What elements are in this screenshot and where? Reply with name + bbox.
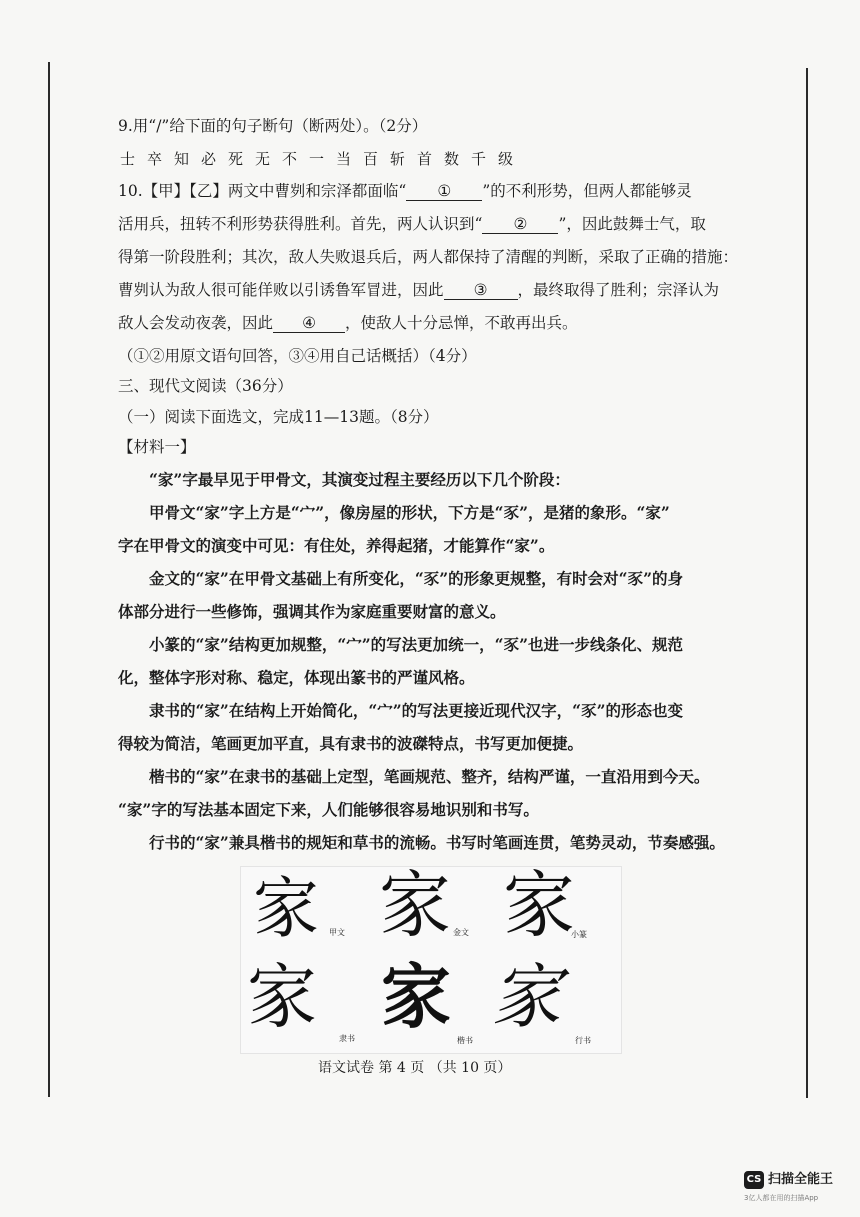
paragraph-7: 行书的“家”兼具楷书的规矩和草书的流畅。书写时笔画连贯，笔势灵动，节奏感强。 (149, 833, 725, 852)
question-10-line-1 (118, 181, 692, 201)
paragraph-6-line-2: “家”字的写法基本固定下来，人们能够很容易地识别和书写。 (118, 800, 539, 819)
label-lishu: 隶书 (339, 1034, 355, 1043)
paragraph-4-line-1: 小篆的“家”结构更加规整，“宀”的写法更加统一，“豕”也进一步线条化、规范 (149, 635, 683, 654)
paragraph-5-line-2: 得较为简洁，笔画更加平直，具有隶书的波磔特点，书写更加便捷。 (118, 734, 584, 753)
glyph-kaishu: 家 (381, 955, 451, 1038)
q10-text: ”，因此鼓舞士气，取 (558, 215, 706, 233)
q10-text: 敌人会发动夜袭，因此 (118, 314, 274, 332)
q10-text: ，使敌人十分忌惮，不敢再出兵。 (345, 314, 578, 332)
section-3-heading: 三、现代文阅读（36分） (118, 377, 293, 395)
question-10-line-5 (118, 313, 578, 333)
question-10-line-2 (118, 214, 706, 234)
camscanner-name: 扫描全能王 (768, 1172, 834, 1187)
glyph-jiaguwen: 家 (253, 870, 319, 947)
blank-1: ① (406, 182, 482, 201)
question-10-line-4 (118, 280, 719, 300)
paragraph-6-line-1: 楷书的“家”在隶书的基础上定型，笔画规范、整齐，结构严谨，一直沿用到今天。 (149, 767, 710, 786)
label-xiaozhuan: 小篆 (571, 930, 587, 939)
camscanner-logo-icon: CS (744, 1171, 764, 1189)
blank-3: ③ (444, 281, 518, 300)
question-9-sentence: 士卒知必死无不一当百斩首数千级 (120, 150, 526, 168)
q10-text: 10.【甲】【乙】两文中曹刿和宗泽都面临“ (118, 182, 407, 200)
paragraph-2-line-1: 甲骨文“家”字上方是“宀”，像房屋的形状，下方是“豕”，是猪的象形。“家” (149, 503, 670, 522)
page-footer: 语文试卷 第 4 页 （共 10 页） (318, 1060, 512, 1076)
paragraph-3-line-2: 体部分进行一些修饰，强调其作为家庭重要财富的意义。 (118, 602, 506, 621)
character-evolution-figure (240, 863, 622, 1054)
label-kaishu: 楷书 (457, 1036, 473, 1045)
label-jinwen: 金文 (453, 928, 469, 937)
paragraph-4-line-2: 化，整体字形对称、稳定，体现出篆书的严谨风格。 (118, 668, 475, 687)
q10-text: ，最终取得了胜利；宗泽认为 (517, 281, 720, 299)
blank-2: ② (482, 215, 558, 234)
paragraph-5-line-1: 隶书的“家”在结构上开始简化，“宀”的写法更接近现代汉字，“豕”的形态也变 (149, 701, 683, 720)
paragraph-3-line-1: 金文的“家”在甲骨文基础上有所变化，“豕”的形象更规整，有时会对“豕”的身 (149, 569, 683, 588)
blank-4: ④ (273, 314, 345, 333)
glyph-xingshu: 家 (491, 956, 561, 1038)
label-jiawen: 甲文 (329, 928, 345, 937)
q10-text: 曹刿认为敌人很可能佯败以引诱鲁军冒进，因此 (118, 281, 444, 299)
q10-text: ”的不利形势，但两人都能够灵 (482, 182, 692, 200)
question-9: 9.用“/”给下面的句子断句（断两处）。（2分） (118, 117, 428, 135)
camscanner-tagline: 3亿人都在用的扫描App (744, 1194, 819, 1202)
right-border-line (806, 68, 808, 1098)
left-border-line (48, 62, 50, 1097)
subsection-1-heading: （一）阅读下面选文，完成11—13题。（8分） (118, 408, 439, 426)
material-1-heading: 【材料一】 (118, 438, 196, 456)
paragraph-1: “家”字最早见于甲骨文，其演变过程主要经历以下几个阶段： (149, 470, 570, 489)
label-xingshu: 行书 (575, 1036, 591, 1045)
paragraph-2-line-2: 字在甲骨文的演变中可见：有住处，养得起猪，才能算作“家”。 (118, 536, 555, 555)
glyph-jinwen: 家 (379, 863, 452, 947)
glyph-lishu: 家 (247, 956, 317, 1038)
glyph-xiaozhuan: 家 (503, 863, 576, 947)
q10-text: 活用兵，扭转不利形势获得胜利。首先，两人认识到“ (118, 215, 483, 233)
question-10-note: （①②用原文语句回答，③④用自己话概括）（4分） (118, 347, 477, 365)
question-10-line-3: 得第一阶段胜利；其次，敌人失败退兵后，两人都保持了清醒的判断，采取了正确的措施： (118, 248, 739, 266)
